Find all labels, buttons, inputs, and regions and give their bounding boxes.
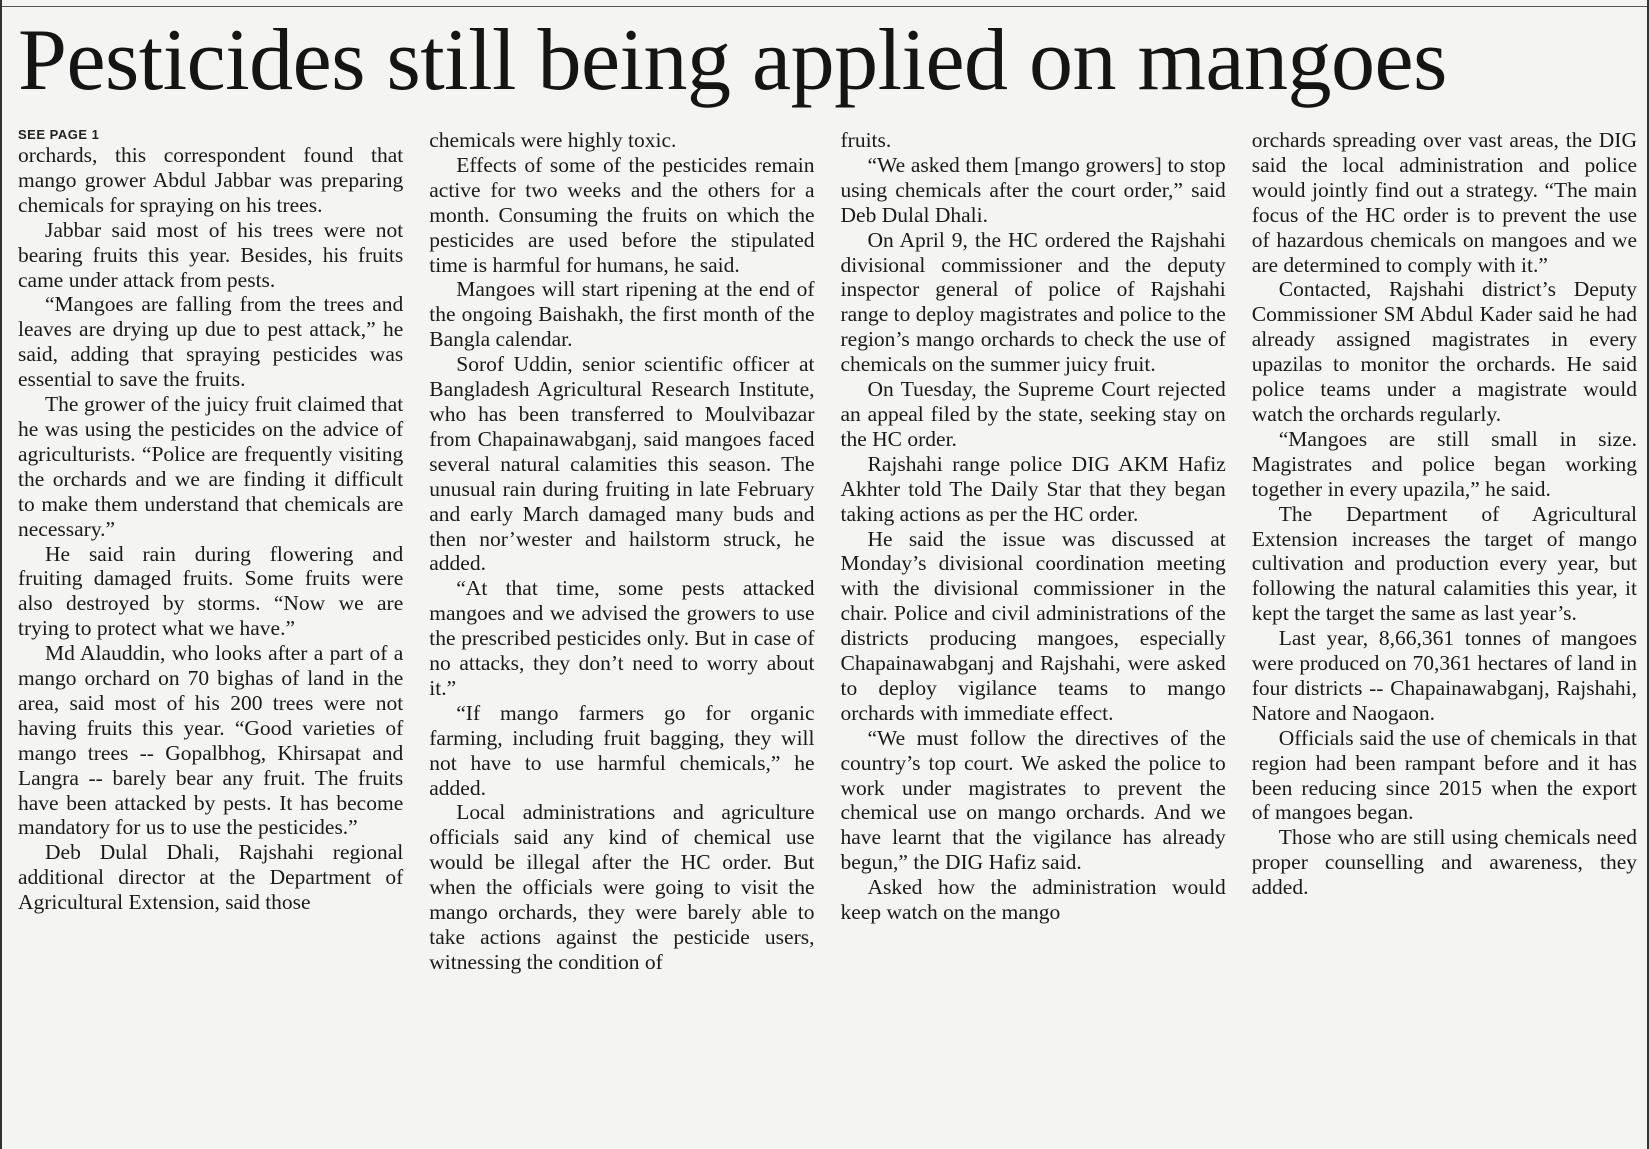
paragraph: Contacted, Rajshahi district’s Deputy Commissioner SM Abdul Kader said he had already assigned magistrates in every upazilas to monitor the orchards. He said police teams under a magistrate would watch the orchards regularly.	[1251, 277, 1637, 426]
paragraph: Md Alauddin, who looks after a part of a mango orchard on 70 bighas of land in the area, said most of his 200 trees were not having fruits this year. “Good varieties of mango trees -- Gopalbhog, Khirsapat and Langra -- barely bear any fruit. The fruits have been attacked by pests. It has become mandatory for us to use the pesticides.”	[18, 641, 404, 840]
paragraph: He said the issue was discussed at Monday’s divisional coordination meeting with the divisional commissioner in the chair. Police and civil administrations of the districts producing mangoes, especially Chapainawabganj and Rajshahi, were asked to deploy vigilance teams to mango orchards with immediate effect.	[840, 526, 1226, 725]
paragraph: orchards, this correspondent found that mango grower Abdul Jabbar was preparing chemicals for spraying on his trees.	[18, 143, 404, 217]
column-3	[841, 128, 1226, 1141]
article-body	[18, 128, 1637, 1141]
paragraph: Jabbar said most of his trees were not bearing fruits this year. Besides, his fruits came under attack from pests.	[18, 217, 404, 292]
paragraph: Asked how the administration would keep watch on the mango	[840, 875, 1226, 925]
paragraph: Rajshahi range police DIG AKM Hafiz Akhter told The Daily Star that they began taking actions as per the HC order.	[840, 451, 1226, 526]
column-4	[1252, 128, 1637, 1141]
paragraph: orchards spreading over vast areas, the DIG said the local administration and police would jointly find out a strategy. “The main focus of the HC order is to prevent the use of hazardous chemicals on mangoes and we are determined to comply with it.”	[1251, 128, 1637, 277]
paragraph: chemicals were highly toxic.	[429, 128, 677, 152]
paragraph: Sorof Uddin, senior scientific officer at Bangladesh Agricultural Research Institute, who has been transferred to Moulvibazar from Chapainawabganj, said mangoes faced several natural calamities this season. The unusual rain during fruiting in late February and early March damaged many buds and then nor’wester and hailstorm struck, he added.	[429, 352, 815, 576]
paragraph: “Mangoes are falling from the trees and leaves are drying up due to pest attack,” he said, adding that spraying pesticides was essential to save the fruits.	[18, 292, 404, 392]
see-page-kicker: SEE PAGE 1	[18, 127, 100, 142]
paragraph: “We asked them [mango growers] to stop using chemicals after the court order,” said Deb Dulal Dhali.	[840, 152, 1226, 227]
paragraph: The grower of the juicy fruit claimed that he was using the pesticides on the advice of agriculturists. “Police are frequently visiting the orchards and we are finding it difficult to make them understand that chemicals are necessary.”	[18, 392, 404, 541]
paragraph: Those who are still using chemicals need proper counselling and awareness, they added.	[1251, 825, 1637, 900]
paragraph: He said rain during flowering and fruiting damaged fruits. Some fruits were also destroyed by storms. “Now we are trying to protect what we have.”	[18, 541, 404, 641]
top-rule	[2, 6, 1647, 7]
paragraph: The Department of Agricultural Extension increases the target of mango cultivation and production every year, but following the natural calamities this year, it kept the target the same as last year’s.	[1251, 501, 1637, 626]
paragraph: fruits.	[840, 128, 892, 152]
paragraph: “At that time, some pests attacked mangoes and we advised the growers to use the prescribed pesticides only. But in case of no attacks, they don’t need to worry about it.”	[429, 576, 815, 700]
paragraph: Deb Dulal Dhali, Rajshahi regional additional director at the Department of Agricultural Extension, said those	[18, 840, 404, 915]
paragraph: Effects of some of the pesticides remain active for two weeks and the others for a month. Consuming the fruits on which the pesticides are used before the stipulated time is harmful for humans, he said.	[429, 152, 815, 277]
paragraph: On April 9, the HC ordered the Rajshahi divisional commissioner and the deputy inspector general of police of Rajshahi range to deploy magistrates and police to the region’s mango orchards to check the use of chemicals on the summer juicy fruit.	[840, 227, 1226, 377]
headline: Pesticides still being applied on mangoes	[18, 12, 1447, 109]
paragraph: Mangoes will start ripening at the end of the ongoing Baishakh, the first month of the Bangla calendar.	[429, 277, 815, 352]
paragraph: On Tuesday, the Supreme Court rejected an appeal filed by the state, seeking stay on the HC order.	[840, 377, 1226, 451]
paragraph: “If mango farmers go for organic farming, including fruit bagging, they will not have to use harmful chemicals,” he added.	[429, 700, 815, 800]
column-2	[429, 128, 814, 1141]
paragraph: Local administrations and agriculture officials said any kind of chemical use would be illegal after the HC order. But when the officials were going to visit the mango orchards, they were barely able to take actions against the pesticide users, witnessing the condition of	[429, 800, 815, 974]
paragraph: “Mangoes are still small in size. Magistrates and police began working together in every upazila,” he said.	[1251, 426, 1637, 501]
paragraph: Last year, 8,66,361 tonnes of mangoes were produced on 70,361 hectares of land in four districts -- Chapainawabganj, Rajshahi, Natore and Naogaon.	[1251, 626, 1637, 725]
paragraph: Officials said the use of chemicals in that region had been rampant before and it has been reducing since 2015 when the export of mangoes began.	[1251, 725, 1637, 825]
column-1	[18, 128, 403, 1141]
paragraph: “We must follow the directives of the country’s top court. We asked the police to work under magistrates to prevent the chemical use on mango orchards. And we have learnt that the vigilance has already begun,” the DIG Hafiz said.	[840, 725, 1226, 875]
